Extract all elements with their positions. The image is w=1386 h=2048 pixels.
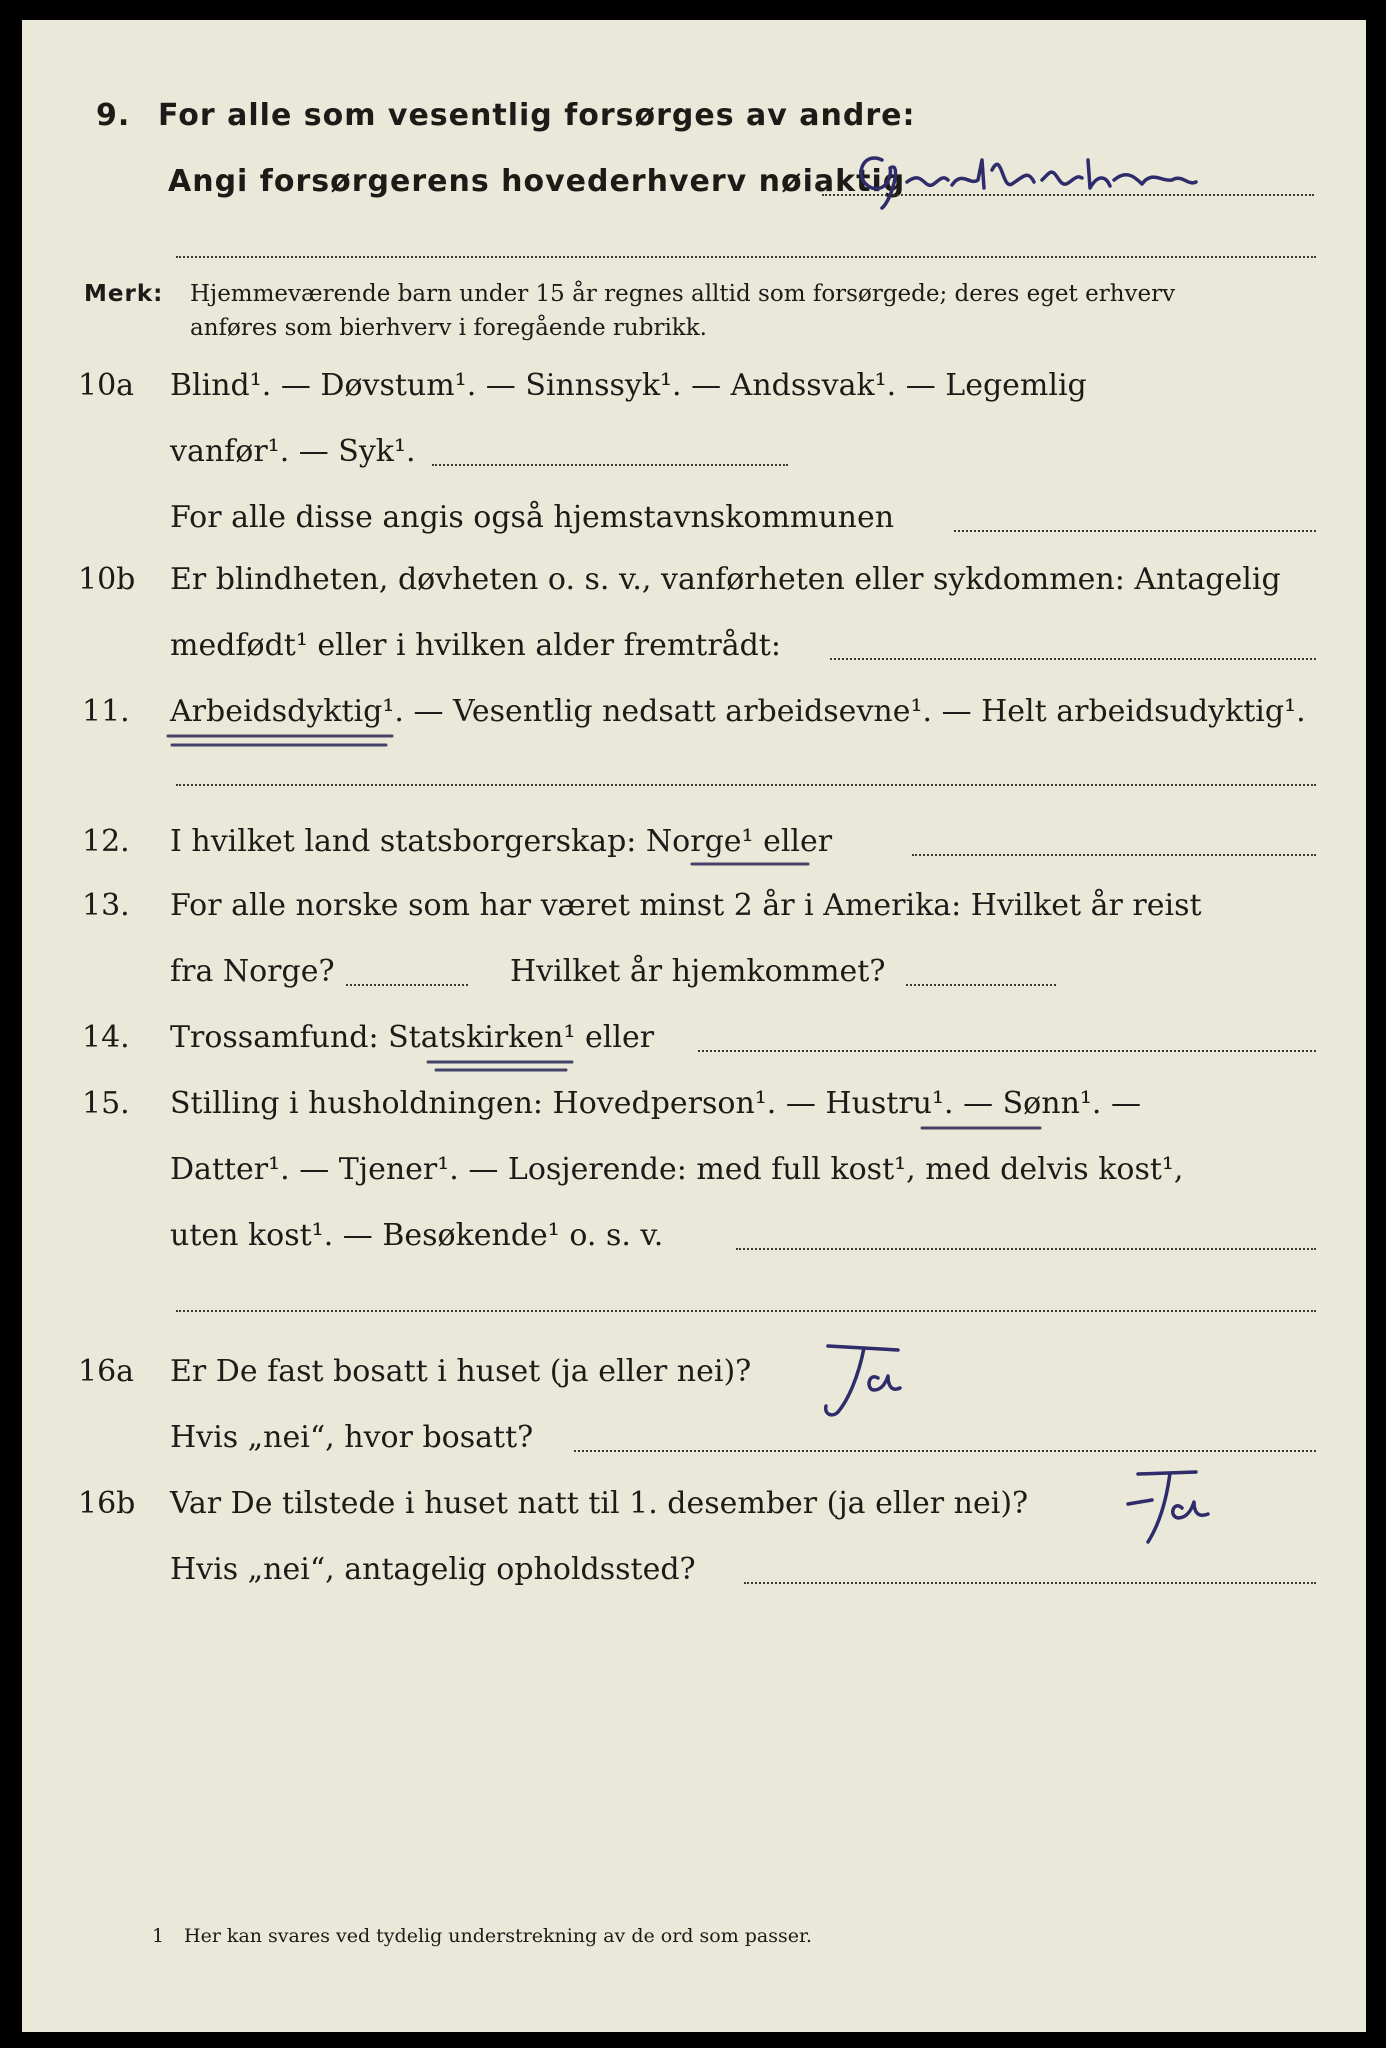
q16a-line1: Er De fast bosatt i huset (ja eller nei)? bbox=[170, 1354, 752, 1389]
q11-number: 11. bbox=[82, 694, 130, 729]
q12-underline-mark bbox=[690, 856, 820, 876]
footnote-text: Her kan svares ved tydelig understrekning av de ord som passer. bbox=[184, 1925, 813, 1947]
q16a-handwritten-answer bbox=[808, 1338, 968, 1428]
q13-number: 13. bbox=[82, 888, 130, 923]
q13-line2a: fra Norge? bbox=[170, 954, 335, 989]
q16a-number: 16a bbox=[78, 1354, 135, 1389]
q12-number: 12. bbox=[82, 824, 130, 859]
q9-number: 9. bbox=[96, 98, 131, 133]
q16b-handwritten-answer bbox=[1122, 1464, 1282, 1554]
q10b-line1: Er blindheten, døvheten o. s. v., vanførheten eller sykdommen: Antagelig bbox=[170, 562, 1281, 597]
q15-answer-line bbox=[736, 1248, 1316, 1250]
q16a-line2: Hvis „nei“, hvor bosatt? bbox=[170, 1420, 534, 1455]
q9-extra-line bbox=[176, 256, 1316, 258]
q16b-answer-line bbox=[744, 1582, 1316, 1584]
q15-number: 15. bbox=[82, 1086, 130, 1121]
q16b-line1: Var De tilstede i huset natt til 1. desember (ja eller nei)? bbox=[170, 1486, 1029, 1521]
q13-hjemkommet-line bbox=[906, 984, 1056, 986]
q10a-answer-line bbox=[432, 464, 788, 466]
merk-label: Merk: bbox=[84, 281, 164, 307]
q16b-line2: Hvis „nei“, antagelig opholdssted? bbox=[170, 1552, 696, 1587]
merk-line2: anføres som bierhverv i foregående rubrikk. bbox=[190, 315, 707, 341]
q13-line1: For alle norske som har været minst 2 år i Amerika: Hvilket år reist bbox=[170, 888, 1202, 923]
q15-line2: Datter¹. — Tjener¹. — Losjerende: med full kost¹, med delvis kost¹, bbox=[170, 1152, 1184, 1187]
q11-underline-mark bbox=[166, 730, 406, 750]
q10a-kommune-line bbox=[954, 530, 1316, 532]
q9-line2: Angi forsørgerens hovederhverv nøiaktig bbox=[168, 164, 906, 199]
q14-underline-mark bbox=[426, 1056, 586, 1076]
q9-line1: For alle som vesentlig forsørges av andre: bbox=[158, 98, 916, 133]
q15-line1: Stilling i husholdningen: Hovedperson¹. — Hustru¹. — Sønn¹. — bbox=[170, 1086, 1141, 1121]
q10a-line2: vanfør¹. — Syk¹. bbox=[170, 434, 416, 469]
q12-line1: I hvilket land statsborgerskap: Norge¹ eller bbox=[170, 824, 833, 859]
q11-line1: Arbeidsdyktig¹. — Vesentlig nedsatt arbeidsevne¹. — Helt arbeidsudyktig¹. bbox=[170, 694, 1306, 729]
q16a-answer-line bbox=[574, 1450, 1316, 1452]
q14-number: 14. bbox=[82, 1020, 130, 1055]
q15-line3: uten kost¹. — Besøkende¹ o. s. v. bbox=[170, 1218, 664, 1253]
q10b-number: 10b bbox=[78, 562, 136, 597]
q10b-answer-line bbox=[830, 658, 1316, 660]
q9-handwritten-answer bbox=[852, 130, 1252, 220]
q13-reist-line bbox=[346, 984, 468, 986]
q10a-line1: Blind¹. — Døvstum¹. — Sinnssyk¹. — Andssvak¹. — Legemlig bbox=[170, 368, 1087, 403]
q14-answer-line bbox=[698, 1050, 1316, 1052]
q10a-number: 10a bbox=[78, 368, 135, 403]
merk-line1: Hjemmeværende barn under 15 år regnes alltid som forsørgede; deres eget erhverv bbox=[190, 281, 1176, 307]
q16b-number: 16b bbox=[78, 1486, 136, 1521]
census-form-page bbox=[22, 20, 1366, 2032]
q15-underline-mark bbox=[920, 1120, 1060, 1140]
q13-line2b: Hvilket år hjemkommet? bbox=[510, 954, 886, 989]
q15-extra-line bbox=[176, 1310, 1316, 1312]
footnote-mark: 1 bbox=[152, 1925, 165, 1947]
q10b-line2: medfødt¹ eller i hvilken alder fremtrådt: bbox=[170, 628, 781, 663]
q11-extra-line bbox=[176, 784, 1316, 786]
q12-answer-line bbox=[912, 854, 1316, 856]
q14-line1: Trossamfund: Statskirken¹ eller bbox=[170, 1020, 655, 1055]
q10a-line3: For alle disse angis også hjemstavnskommunen bbox=[170, 500, 895, 535]
